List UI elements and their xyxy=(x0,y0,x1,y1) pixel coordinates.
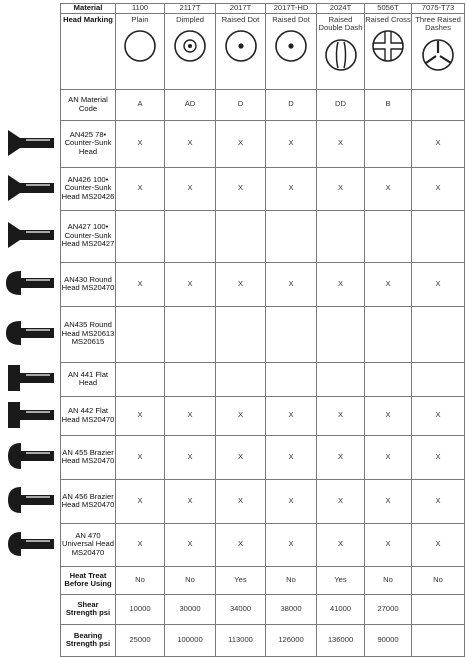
heat-treat-label: Heat Treat Before Using xyxy=(61,566,116,594)
material-alloy: 7075-T73 xyxy=(412,4,465,14)
availability-cell: X xyxy=(165,396,216,435)
availability-cell xyxy=(216,210,266,262)
head-marking-row xyxy=(61,13,465,89)
availability-cell: X xyxy=(317,435,365,479)
round-head-rivet-icon xyxy=(4,318,58,348)
raised-dot-head-icon xyxy=(216,28,265,64)
material-alloy: 2117T xyxy=(165,4,216,14)
availability-cell: X xyxy=(365,262,412,306)
availability-cell: X xyxy=(317,262,365,306)
availability-cell: X xyxy=(216,523,266,566)
availability-cell: X xyxy=(412,396,465,435)
availability-cell: X xyxy=(165,167,216,210)
heat-treat-row xyxy=(61,566,465,594)
rivet-type-row xyxy=(61,210,465,262)
material-code-cell: D xyxy=(266,89,317,120)
availability-cell xyxy=(266,210,317,262)
three-raised-dashes-head-icon xyxy=(412,37,464,73)
availability-cell: X xyxy=(365,396,412,435)
countersunk-rivet-icon xyxy=(4,220,58,250)
material-label: Material xyxy=(61,4,116,14)
bearing-strength-label: Bearing Strength psi xyxy=(61,624,116,656)
head-marking-cell xyxy=(266,13,317,89)
availability-cell: X xyxy=(266,262,317,306)
countersunk-rivet-icon xyxy=(4,173,58,203)
universal-head-rivet-icon xyxy=(4,529,58,559)
availability-cell: X xyxy=(365,167,412,210)
availability-cell: X xyxy=(165,479,216,523)
availability-cell xyxy=(116,306,165,362)
availability-cell xyxy=(216,306,266,362)
flat-head-rivet-icon xyxy=(4,400,58,430)
availability-cell: X xyxy=(216,479,266,523)
availability-cell: X xyxy=(116,479,165,523)
head-marking-label: Head Marking xyxy=(61,13,116,89)
availability-cell: X xyxy=(365,523,412,566)
availability-cell xyxy=(266,362,317,396)
availability-cell: X xyxy=(266,523,317,566)
availability-cell xyxy=(165,210,216,262)
bearing-strength-cell: 100000 xyxy=(165,624,216,656)
shear-strength-cell: 38000 xyxy=(266,594,317,624)
availability-cell: X xyxy=(116,167,165,210)
heat-treat-cell: No xyxy=(116,566,165,594)
availability-cell: X xyxy=(412,435,465,479)
heat-treat-cell: No xyxy=(365,566,412,594)
material-alloy: 2017T xyxy=(216,4,266,14)
raised-dot-head-icon xyxy=(266,28,316,64)
countersunk-rivet-icon xyxy=(4,128,58,158)
availability-cell: X xyxy=(317,120,365,167)
head-marking-name: Dimpled xyxy=(176,14,204,24)
availability-cell xyxy=(317,362,365,396)
rivet-type-row xyxy=(61,167,465,210)
head-marking-cell xyxy=(216,13,266,89)
availability-cell: X xyxy=(412,262,465,306)
rivet-type-label: AN427 100• Counter-Sunk Head MS20427 xyxy=(61,210,116,262)
rivet-type-row xyxy=(61,523,465,566)
bearing-strength-cell: 90000 xyxy=(365,624,412,656)
rivet-type-row xyxy=(61,479,465,523)
availability-cell xyxy=(412,362,465,396)
availability-cell: X xyxy=(216,167,266,210)
availability-cell xyxy=(216,362,266,396)
availability-cell: X xyxy=(216,120,266,167)
rivet-type-label: AN426 100• Counter-Sunk Head MS20426 xyxy=(61,167,116,210)
bearing-strength-cell: 126000 xyxy=(266,624,317,656)
availability-cell: X xyxy=(317,523,365,566)
availability-cell: X xyxy=(216,262,266,306)
availability-cell xyxy=(165,306,216,362)
head-marking-name: Three Raised Dashes xyxy=(415,14,461,33)
availability-cell xyxy=(365,210,412,262)
rivet-type-label: AN 470 Universal Head MS20470 xyxy=(61,523,116,566)
material-alloy: 2024T xyxy=(317,4,365,14)
availability-cell xyxy=(266,306,317,362)
material-alloy: 2017T-HD xyxy=(266,4,317,14)
head-marking-cell xyxy=(165,13,216,89)
heat-treat-cell: No xyxy=(266,566,317,594)
plain-head-icon xyxy=(116,28,164,64)
rivet-material-table xyxy=(60,3,465,657)
bearing-strength-cell: 113000 xyxy=(216,624,266,656)
availability-cell: X xyxy=(412,523,465,566)
raised-double-dash-head-icon xyxy=(317,37,364,73)
bearing-strength-cell: 136000 xyxy=(317,624,365,656)
material-code-cell: D xyxy=(216,89,266,120)
availability-cell xyxy=(365,362,412,396)
bearing-strength-cell: 25000 xyxy=(116,624,165,656)
availability-cell: X xyxy=(165,435,216,479)
availability-cell xyxy=(165,362,216,396)
head-marking-cell xyxy=(412,13,465,89)
rivet-type-row xyxy=(61,435,465,479)
availability-cell xyxy=(317,210,365,262)
shear-strength-cell: 30000 xyxy=(165,594,216,624)
material-code-cell xyxy=(412,89,465,120)
head-marking-cell xyxy=(365,13,412,89)
material-code-cell: AD xyxy=(165,89,216,120)
availability-cell: X xyxy=(165,120,216,167)
availability-cell: X xyxy=(365,435,412,479)
rivet-type-label: AN435 Round Head MS20613 MS20615 xyxy=(61,306,116,362)
rivet-type-label: AN430 Round Head MS20470 xyxy=(61,262,116,306)
rivet-type-label: AN 441 Flat Head xyxy=(61,362,116,396)
brazier-head-rivet-icon xyxy=(4,485,58,515)
availability-cell: X xyxy=(116,262,165,306)
heat-treat-cell: Yes xyxy=(317,566,365,594)
availability-cell: X xyxy=(216,435,266,479)
rivet-type-row xyxy=(61,306,465,362)
head-marking-name: Plain xyxy=(131,14,149,24)
material-alloy: 5056T xyxy=(365,4,412,14)
availability-cell: X xyxy=(116,523,165,566)
head-marking-name: Raised Cross xyxy=(365,14,411,24)
head-marking-cell xyxy=(317,13,365,89)
availability-cell: X xyxy=(266,435,317,479)
rivet-type-label: AN 455 Brazier Head MS20470 xyxy=(61,435,116,479)
rivet-type-row xyxy=(61,396,465,435)
shear-strength-cell: 27000 xyxy=(365,594,412,624)
availability-cell xyxy=(412,306,465,362)
rivet-type-row xyxy=(61,262,465,306)
material-code-row xyxy=(61,89,465,120)
availability-cell: X xyxy=(116,120,165,167)
availability-cell: X xyxy=(165,262,216,306)
raised-cross-head-icon xyxy=(365,28,411,64)
rivet-type-label: AN 456 Brazier Head MS20470 xyxy=(61,479,116,523)
shear-strength-cell xyxy=(412,594,465,624)
head-marking-name: Raised Dot xyxy=(272,14,310,24)
availability-cell xyxy=(365,306,412,362)
shear-strength-cell: 10000 xyxy=(116,594,165,624)
material-code-label: AN Material Code xyxy=(61,89,116,120)
material-code-cell: DD xyxy=(317,89,365,120)
availability-cell: X xyxy=(266,120,317,167)
flat-head-rivet-icon xyxy=(4,363,58,393)
availability-cell: X xyxy=(317,479,365,523)
shear-strength-cell: 41000 xyxy=(317,594,365,624)
availability-cell: X xyxy=(412,479,465,523)
availability-cell: X xyxy=(266,167,317,210)
availability-cell: X xyxy=(216,396,266,435)
availability-cell: X xyxy=(412,167,465,210)
head-marking-cell xyxy=(116,13,165,89)
heat-treat-cell: No xyxy=(412,566,465,594)
availability-cell xyxy=(317,306,365,362)
availability-cell: X xyxy=(412,120,465,167)
heat-treat-cell: No xyxy=(165,566,216,594)
shear-strength-cell: 34000 xyxy=(216,594,266,624)
round-head-rivet-icon xyxy=(4,268,58,298)
availability-cell xyxy=(365,120,412,167)
rivet-type-label: AN 442 Flat Head MS20470 xyxy=(61,396,116,435)
heat-treat-cell: Yes xyxy=(216,566,266,594)
bearing-strength-cell xyxy=(412,624,465,656)
bearing-strength-row xyxy=(61,624,465,656)
availability-cell: X xyxy=(317,396,365,435)
availability-cell: X xyxy=(116,396,165,435)
material-alloy: 1100 xyxy=(116,4,165,14)
availability-cell: X xyxy=(266,479,317,523)
head-marking-name: Raised Double Dash xyxy=(318,14,363,33)
material-code-cell: B xyxy=(365,89,412,120)
material-code-cell: A xyxy=(116,89,165,120)
brazier-head-rivet-icon xyxy=(4,441,58,471)
head-marking-name: Raised Dot xyxy=(221,14,260,24)
availability-cell: X xyxy=(165,523,216,566)
availability-cell: X xyxy=(317,167,365,210)
rivet-type-label: AN425 78• Counter-Sunk Head xyxy=(61,120,116,167)
availability-cell xyxy=(116,362,165,396)
availability-cell: X xyxy=(365,479,412,523)
shear-strength-label: Shear Strength psi xyxy=(61,594,116,624)
rivet-type-row xyxy=(61,120,465,167)
shear-strength-row xyxy=(61,594,465,624)
availability-cell: X xyxy=(266,396,317,435)
availability-cell xyxy=(116,210,165,262)
availability-cell xyxy=(412,210,465,262)
rivet-type-row xyxy=(61,362,465,396)
dimpled-head-icon xyxy=(165,28,215,64)
availability-cell: X xyxy=(116,435,165,479)
material-row xyxy=(61,4,465,14)
